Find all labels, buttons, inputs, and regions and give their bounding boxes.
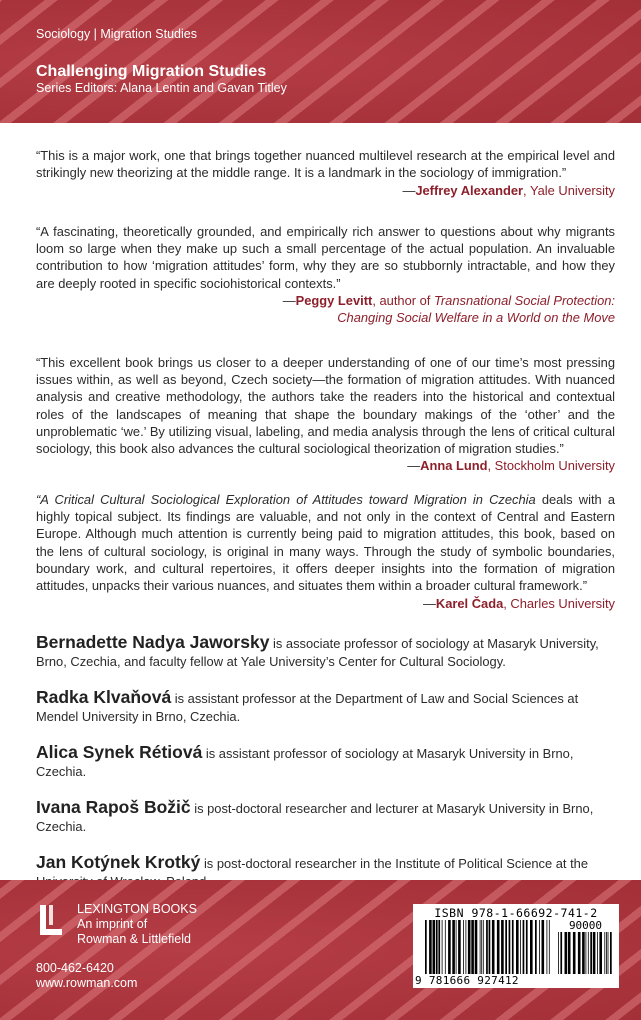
barcode-stripe: [456, 920, 457, 974]
barcode-stripe: [547, 920, 548, 974]
barcode-stripe: [526, 920, 528, 974]
author-bio-text: is assistant professor at the Department of Law and Social Sciences at Mendel University in Brno, Czechia.: [36, 690, 579, 724]
endorsement-quote: “This excellent book brings us closer to a deeper understanding of one of our time’s most pressing issues within, as well as beyond, Czech society—the formation of migration attitudes. With nuanced analysis and creative methodology, the authors take the readers into the historical and contextual roles of the landscapes of meaning that shape the boundary makings of the ‘other’ and the unproblematic ‘we.’ By utilizing visual, labeling, and media analysis through the lens of critical cultural sociology, this book also advances the cultural sociological theorization of migration studies.”: [36, 354, 615, 457]
subject-categories: Sociology | Migration Studies: [36, 27, 197, 41]
barcode-stripe: [586, 932, 587, 974]
barcode-stripe: [558, 932, 559, 974]
series-editors: Series Editors: Alana Lentin and Gavan Titley: [36, 81, 287, 95]
author-bio-text: is assistant professor of sociology at Masaryk University in Brno, Czechia.: [36, 745, 574, 779]
barcode-stripe: [433, 920, 436, 974]
back-cover-content: [36, 147, 615, 908]
endorsement-attribution: [36, 457, 615, 474]
attribution-dash: —: [282, 293, 296, 309]
author-bio: [36, 743, 615, 781]
barcode-stripe: [530, 920, 533, 974]
endorser-name: Jeffrey Alexander: [415, 182, 524, 198]
endorser-book-title: Transnational Social Protection:: [433, 293, 615, 309]
barcode-stripe: [505, 920, 507, 974]
price-barcode-bars: [558, 932, 613, 974]
series-title: Challenging Migration Studies: [36, 63, 267, 80]
barcode-stripe: [565, 932, 568, 974]
author-name: Jan Kotýnek Krotký: [36, 851, 201, 872]
barcode-stripe: [481, 920, 482, 974]
attribution-dash: —: [407, 458, 421, 474]
barcode-stripe: [610, 932, 612, 974]
attribution-dash: —: [423, 595, 436, 611]
barcode-stripe: [588, 932, 589, 974]
endorser-affiliation: , Stockholm University: [487, 458, 615, 474]
author-bio-text: is associate professor of sociology at Masaryk University, Brno, Czechia, and faculty fellow at Yale University’s Center for Cultural Sociology.: [36, 635, 599, 669]
barcode-stripe: [445, 920, 446, 974]
barcode-stripe: [497, 920, 500, 974]
endorser-affiliation: , author of: [372, 293, 434, 309]
barcode-stripe: [578, 932, 581, 974]
endorser-affiliation: , Yale University: [523, 182, 615, 198]
endorsement-attribution: [36, 292, 615, 309]
author-name: Radka Klvaňová: [36, 686, 172, 707]
barcode-stripe: [523, 920, 525, 974]
barcode-stripe: [606, 932, 607, 974]
barcode-stripe: [436, 920, 438, 974]
author-name: Bernadette Nadya Jaworsky: [36, 631, 270, 652]
publisher-website: www.rowman.com: [36, 976, 138, 990]
barcode-stripe: [573, 932, 576, 974]
isbn-text: ISBN 978-1-66692-741-2: [434, 906, 598, 920]
barcode-stripe: [512, 920, 514, 974]
barcode-stripe: [539, 920, 540, 974]
barcode-stripe: [442, 920, 443, 974]
barcode-stripe: [568, 932, 571, 974]
publisher-parent: Rowman & Littlefield: [77, 932, 191, 946]
author-bio-text: is post-doctoral researcher and lecturer at Masaryk University in Brno, Czechia.: [36, 800, 594, 834]
endorser-name: Peggy Levitt: [295, 293, 373, 309]
endorsement-body: deals with a highly topical subject. Its findings are valuable, and not only in the context of Central and Eastern Europe. Although much attention is currently being paid to migration attitudes, this book, based on the lens of cultural sociology, is original in many ways. Through the study of symbolic boundaries, boundary work, and cultural repertoires, it offers deeper insights into the formation of migration attitudes, unpacks their various nuances, and situates them within a broader cultural framework.”: [36, 491, 616, 594]
barcode-stripe: [483, 920, 484, 974]
barcode-stripe: [452, 920, 455, 974]
barcode-stripe: [542, 920, 545, 974]
barcode-stripe: [590, 932, 592, 974]
endorsement-quote: “A fascinating, theoretically grounded, and empirically rich answer to questions about why migrants loom so large when they make up such a small percentage of the actual population. An invaluable contribution to how ‘migration attitudes’ form, why they are so stubbornly intractable, and how they are deeply rooted in specific sociohistorical contexts.”: [36, 223, 615, 291]
endorser-book-title: Changing Social Welfare in a World on the Move: [337, 310, 615, 326]
barcode-stripe: [489, 920, 491, 974]
publisher-imprint: An imprint of: [77, 917, 148, 931]
author-bio: [36, 798, 615, 836]
publisher-name: LEXINGTON BOOKS: [77, 902, 197, 916]
endorsement-quote: “This is a major work, one that brings together nuanced multilevel research at the empirical level and strikingly new theorizing at the middle range. It is a landmark in the sociology of immigration.”: [36, 148, 615, 181]
author-bio-text: is post-doctoral researcher in the Institute of Political Science at the: [203, 855, 588, 871]
barcode-stripe: [463, 920, 464, 974]
barcode-stripe: [466, 920, 467, 974]
reviewed-book-title: “A Critical Cultural Sociological Exploration of Attitudes toward Migration in Czechia: [36, 491, 536, 507]
barcode-stripe: [608, 932, 609, 974]
barcode-stripe: [425, 920, 427, 974]
barcode-stripe: [604, 932, 605, 974]
barcode-stripe: [471, 920, 474, 974]
barcode-stripe: [582, 932, 585, 974]
author-name: Ivana Rapoš Božič: [36, 796, 191, 817]
barcode-bars: [425, 920, 551, 974]
barcode-stripe: [520, 920, 521, 974]
endorser-name: Anna Lund: [420, 458, 488, 474]
isbn-barcode: [413, 904, 619, 988]
ean-digits: 9 781666 927412: [415, 974, 519, 987]
barcode-stripe: [492, 920, 495, 974]
header-band: [0, 0, 641, 123]
barcode-stripe: [486, 920, 488, 974]
barcode-stripe: [468, 920, 471, 974]
barcode-stripe: [516, 920, 519, 974]
endorsement-attribution-continued: [36, 309, 615, 326]
price-code: 90000: [568, 919, 603, 932]
barcode-stripe: [438, 920, 440, 974]
endorser-name: Karel Čada: [435, 595, 504, 611]
endorsement-quote: [36, 491, 615, 595]
barcode-stripe: [475, 920, 478, 974]
author-name: Alica Synek Rétiová: [36, 741, 203, 762]
barcode-stripe: [560, 932, 562, 974]
barcode-stripe: [448, 920, 451, 974]
barcode-stripe: [599, 932, 602, 974]
barcode-stripe: [535, 920, 537, 974]
publisher-phone: 800-462-6420: [36, 961, 114, 975]
barcode-stripe: [593, 932, 596, 974]
barcode-stripe: [480, 920, 481, 974]
barcode-stripe: [597, 932, 598, 974]
endorsement-attribution: [36, 182, 615, 199]
lexington-books-logo-icon: [37, 903, 65, 937]
barcode-stripe: [509, 920, 511, 974]
barcode-stripe: [429, 920, 432, 974]
endorsement-attribution: [36, 595, 615, 612]
attribution-dash: —: [402, 182, 416, 198]
barcode-stripe: [458, 920, 461, 974]
barcode-stripe: [501, 920, 504, 974]
barcode-stripe: [549, 920, 550, 974]
author-bio: [36, 633, 615, 671]
author-bio: [36, 688, 615, 726]
endorser-affiliation: , Charles University: [503, 595, 615, 611]
